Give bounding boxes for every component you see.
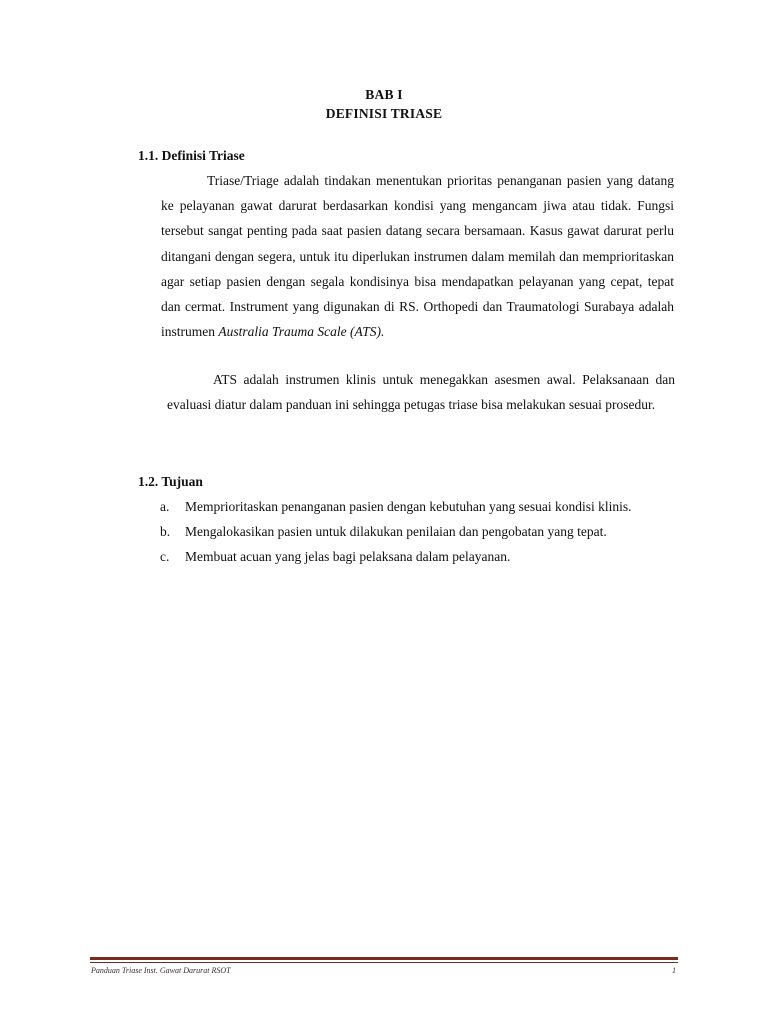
list-item-marker: a. [160, 499, 170, 514]
list-item-marker: b. [160, 524, 171, 540]
list-item-marker: c. [160, 549, 170, 565]
footer-rule-thin [90, 962, 678, 963]
list-item [160, 544, 675, 569]
section-heading-definisi: 1.1. Definisi Triase [138, 148, 245, 163]
footer-rule-thick [90, 957, 678, 960]
list-item [160, 519, 675, 544]
section-heading-tujuan: 1.2. Tujuan [138, 474, 203, 489]
footer-document-title: Panduan Triase Inst. Gawat Darurat RSOT [91, 966, 231, 975]
list-item-text: Mengalokasikan pasien untuk dilakukan penilaian dan pengobatan yang tepat. [185, 524, 607, 540]
goal-list [160, 494, 675, 570]
list-item-text: Membuat acuan yang jelas bagi pelaksana dalam pelayanan. [185, 549, 511, 565]
footer-page-number: 1 [672, 966, 676, 975]
list-item-text: Memprioritaskan penanganan pasien dengan kebutuhan yang sesuai kondisi klinis. [185, 499, 632, 514]
paragraph-definisi-text: Triase/Triage adalah tindakan menentukan prioritas penanganan pasien yang datang ke pelayanan gawat darurat berdasarkan kondisi yang mengancam jiwa atau tidak. Fungsi tersebut sangat penting pada saat pasien datang secara bersamaan. Kasus gawat darurat perlu ditangani dengan segera, untuk itu diperlukan instrumen dalam memilah dan memprioritaskan agar setiap pasien dengan segala kondisinya bisa mendapatkan pelayanan yang cepat, tepat dan cermat. Instrument yang digunakan di RS. Orthopedi dan Traumatologi Surabaya adalah instrumen [161, 173, 674, 340]
paragraph-definisi [161, 168, 674, 344]
chapter-label: BAB I [365, 87, 403, 102]
paragraph-ats: ATS adalah instrumen klinis untuk menegakkan asesmen awal. Pelaksanaan dan evaluasi diatur dalam panduan ini sehingga petugas triase bisa melakukan sesuai prosedur. [167, 372, 675, 413]
paragraph-definisi-italic: Australia Trauma Scale (ATS). [218, 324, 385, 340]
chapter-title: DEFINISI TRIASE [325, 106, 443, 121]
list-item [160, 494, 675, 519]
